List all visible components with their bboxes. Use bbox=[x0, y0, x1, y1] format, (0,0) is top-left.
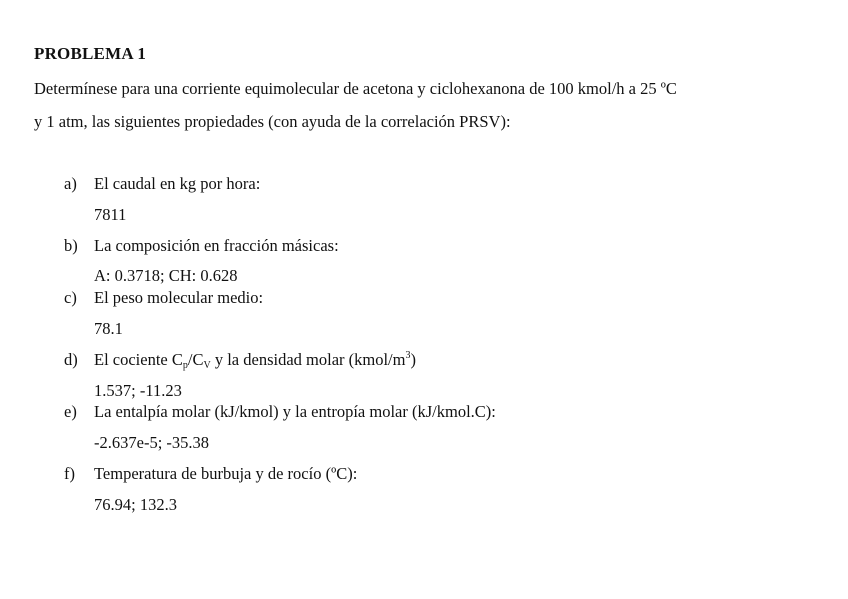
item-d-sub-p: p bbox=[182, 360, 188, 371]
item-b-answer: A: 0.3718; CH: 0.628 bbox=[94, 266, 238, 285]
item-d-question bbox=[94, 350, 416, 370]
item-d-text-slash: /C bbox=[187, 350, 204, 369]
intro-line-1: Determínese para una corriente equimolecular de acetona y ciclohexanona de 100 kmol/h a 25 ºC bbox=[34, 79, 677, 98]
item-e-answer: -2.637e-5; -35.38 bbox=[94, 433, 210, 452]
item-f-answer: 76.94; 132.3 bbox=[94, 495, 177, 514]
item-c-label: c) bbox=[64, 288, 77, 307]
item-c-answer: 78.1 bbox=[94, 319, 123, 338]
item-e-label: e) bbox=[64, 402, 77, 421]
item-a-answer: 7811 bbox=[94, 205, 127, 224]
item-c-question: El peso molecular medio: bbox=[94, 288, 264, 307]
item-d-answer: 1.537; -11.23 bbox=[94, 381, 182, 400]
item-d-text-prefix: El cociente C bbox=[94, 350, 183, 369]
item-d-sup-3: 3 bbox=[405, 350, 411, 361]
item-e-question: La entalpía molar (kJ/kmol) y la entropía molar (kJ/kmol.C): bbox=[94, 402, 496, 421]
problem-title: PROBLEMA 1 bbox=[34, 44, 147, 63]
item-b-question: La composición en fracción másicas: bbox=[94, 236, 339, 255]
item-a-label: a) bbox=[64, 174, 77, 193]
intro-line-2: y 1 atm, las siguientes propiedades (con ayuda de la correlación PRSV): bbox=[34, 112, 511, 131]
item-b-label: b) bbox=[64, 236, 78, 255]
item-d-text-suffix: ) bbox=[410, 350, 416, 369]
item-d-label: d) bbox=[64, 350, 78, 369]
item-a-question: El caudal en kg por hora: bbox=[94, 174, 261, 193]
item-f-question: Temperatura de burbuja y de rocío (ºC): bbox=[94, 464, 358, 483]
item-f-label: f) bbox=[64, 464, 75, 483]
item-d-sub-v: V bbox=[203, 360, 211, 371]
item-d-text-middle: y la densidad molar (kmol/m bbox=[210, 350, 406, 369]
